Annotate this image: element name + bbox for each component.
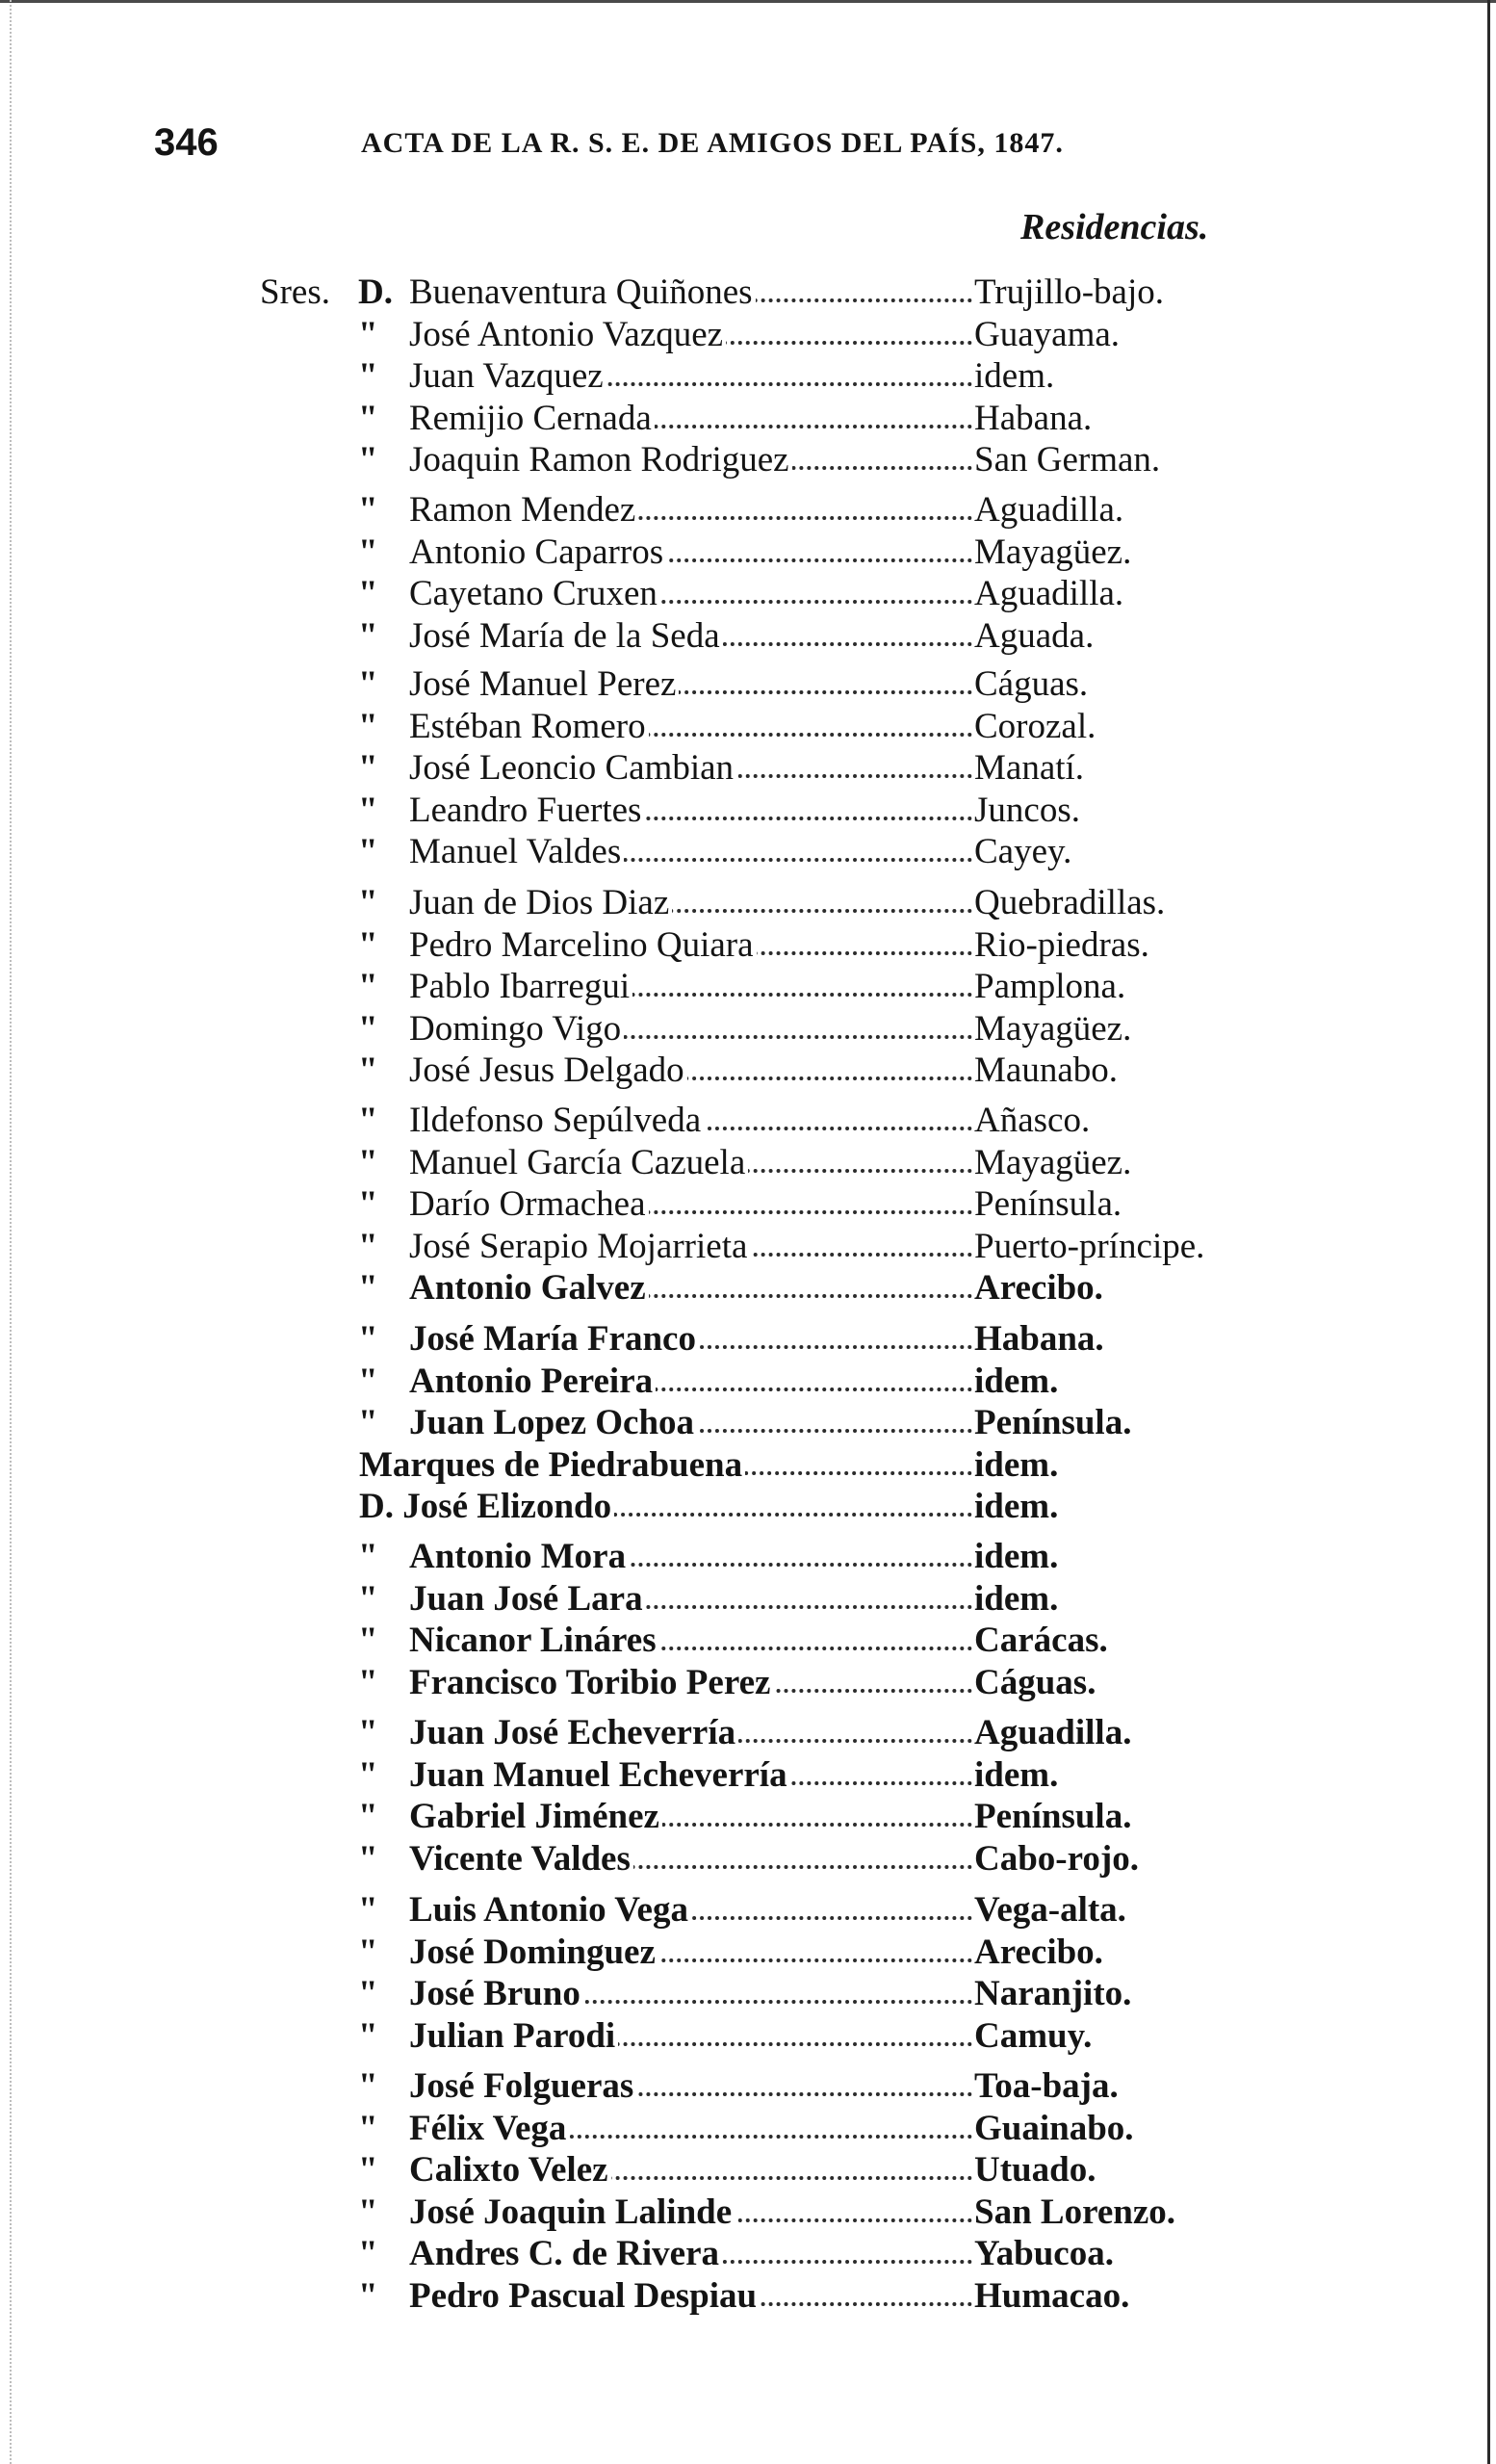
list-item (0, 532, 1496, 573)
ditto-mark: " (358, 2066, 378, 2106)
ditto-mark: " (358, 791, 378, 830)
entry-name-cell (409, 2192, 972, 2233)
entry-name-cell (409, 1536, 972, 1577)
member-residence: Península. (974, 1184, 1122, 1224)
entry-name-cell (409, 573, 972, 614)
member-residence: idem. (974, 1755, 1059, 1795)
member-residence: Humacao. (974, 2276, 1130, 2316)
ditto-mark: " (358, 1101, 378, 1140)
member-name: Ildefonso Sepúlveda (409, 1100, 704, 1141)
list-item (0, 1183, 1496, 1225)
entry-name-cell (409, 1754, 972, 1796)
member-name: Remijio Cernada (409, 398, 655, 439)
member-name: Marques de Piedrabuena (359, 1444, 745, 1486)
member-name: José Antonio Vazquez (409, 314, 726, 355)
member-name: Joaquin Ramon Rodriguez (409, 439, 792, 480)
member-name: Manuel Valdes (409, 831, 624, 872)
entry-name-cell (409, 790, 972, 831)
ditto-mark: " (358, 1227, 378, 1266)
list-item (0, 1620, 1496, 1661)
list-item (0, 1008, 1496, 1050)
member-residence: Mayagüez. (974, 532, 1132, 572)
entry-name-cell (409, 747, 972, 789)
member-name: Gabriel Jiménez (409, 1796, 662, 1837)
list-item (0, 573, 1496, 614)
list-item (0, 1712, 1496, 1753)
list-item (0, 314, 1496, 355)
ditto-mark: " (358, 664, 378, 704)
member-residence: Aguadilla. (974, 490, 1124, 530)
member-name: José Joaquin Lalinde (409, 2192, 735, 2233)
entry-name-cell (359, 1444, 972, 1486)
entry-name-cell (409, 1361, 972, 1402)
member-residence: Aguada. (974, 616, 1095, 656)
member-residence: Carácas. (974, 1621, 1108, 1660)
ditto-mark: " (358, 1403, 378, 1442)
member-name: José Folgueras (409, 2065, 636, 2107)
ditto-mark: " (358, 1755, 378, 1795)
ditto-mark: " (358, 883, 378, 922)
list-item (0, 615, 1496, 657)
entry-name-cell (409, 1226, 972, 1267)
member-residence: idem. (974, 1362, 1059, 1401)
ditto-mark: " (358, 2016, 378, 2056)
member-name: Antonio Galvez (409, 1267, 649, 1309)
member-residence: idem. (974, 1537, 1059, 1576)
ditto-mark: D. (358, 272, 393, 312)
member-name: Vicente Valdes (409, 1838, 633, 1880)
entry-name-cell (409, 966, 972, 1007)
member-residence: Camuy. (974, 2016, 1093, 2056)
list-item (0, 1796, 1496, 1837)
member-name: Luis Antonio Vega (409, 1889, 691, 1931)
entry-name-cell (409, 831, 972, 872)
list-item (0, 1402, 1496, 1443)
entry-name-cell (409, 1318, 972, 1360)
entry-name-cell (409, 1662, 972, 1703)
entry-name-cell (409, 882, 972, 923)
entry-name-cell (409, 2065, 972, 2107)
list-item (0, 831, 1496, 872)
list-item (0, 966, 1496, 1007)
member-name: Juan José Lara (409, 1578, 646, 1620)
list-item (0, 1267, 1496, 1309)
entry-name-cell (409, 439, 972, 480)
entry-name-cell (409, 1142, 972, 1183)
member-name: José Bruno (409, 1973, 583, 2014)
member-name: Andres C. de Rivera (409, 2233, 722, 2274)
ditto-mark: " (358, 1009, 378, 1049)
list-item (0, 1889, 1496, 1931)
member-residence: Trujillo-bajo. (974, 272, 1165, 312)
member-residence: Mayagüez. (974, 1009, 1132, 1049)
member-name: Juan Vazquez (409, 355, 606, 397)
list-item (0, 272, 1496, 313)
entry-name-cell (359, 1486, 972, 1527)
list-item (0, 1050, 1496, 1091)
residences-column-heading: Residencias. (1020, 207, 1209, 247)
ditto-mark: " (358, 2109, 378, 2148)
list-item (0, 2192, 1496, 2233)
list-item (0, 1754, 1496, 1796)
entry-name-cell (409, 398, 972, 439)
member-residence: Habana. (974, 1319, 1104, 1359)
list-item (0, 1226, 1496, 1267)
entry-name-cell (409, 2015, 972, 2057)
member-name: Estéban Romero (409, 706, 649, 747)
member-residence: Utuado. (974, 2150, 1096, 2190)
member-name: José Serapio Mojarrieta (409, 1226, 750, 1267)
list-item (0, 1318, 1496, 1360)
entry-name-cell (409, 489, 972, 531)
entry-name-cell (409, 314, 972, 355)
ditto-mark: " (358, 1621, 378, 1660)
list-item (0, 1444, 1496, 1486)
list-item (0, 2275, 1496, 2317)
member-residence: idem. (974, 356, 1055, 396)
ditto-mark: " (358, 616, 378, 656)
ditto-mark: " (358, 1932, 378, 1972)
list-item (0, 1536, 1496, 1577)
member-residence: Cáguas. (974, 664, 1089, 704)
list-item (0, 1838, 1496, 1880)
ditto-mark: " (358, 2276, 378, 2316)
member-name: Antonio Mora (409, 1536, 629, 1577)
member-residence: Cáguas. (974, 1663, 1096, 1702)
member-name: Julian Parodi (409, 2015, 618, 2057)
ditto-mark: " (358, 1713, 378, 1752)
ditto-mark: " (358, 1663, 378, 1702)
member-residence: Toa-baja. (974, 2066, 1119, 2106)
entry-name-cell (409, 1402, 972, 1443)
member-name: José María de la Seda (409, 615, 723, 657)
member-name: José Manuel Perez (409, 663, 679, 705)
entry-name-cell (409, 663, 972, 705)
ditto-mark: " (358, 1143, 378, 1182)
member-name: Antonio Caparros (409, 532, 666, 573)
ditto-mark: " (358, 832, 378, 871)
entry-name-cell (409, 1932, 972, 1973)
entry-name-cell (409, 1183, 972, 1225)
member-name: Pablo Ibarregui (409, 966, 632, 1007)
entry-name-cell (409, 1008, 972, 1050)
member-residence: idem. (974, 1445, 1059, 1485)
member-residence: San German. (974, 440, 1161, 480)
ditto-mark: " (358, 1050, 378, 1090)
member-residence: Aguadilla. (974, 574, 1124, 613)
entry-name-cell (409, 1838, 972, 1880)
entry-name-cell (409, 532, 972, 573)
member-residence: Guainabo. (974, 2109, 1134, 2148)
member-residence: Cayey. (974, 832, 1072, 871)
list-item (0, 1100, 1496, 1141)
member-name: Juan de Dios Diaz (409, 882, 672, 923)
ditto-mark: " (358, 2234, 378, 2273)
member-residence: Península. (974, 1797, 1132, 1836)
running-title: ACTA DE LA R. S. E. DE AMIGOS DEL PAÍS, 1847. (361, 127, 1064, 159)
member-residence: Corozal. (974, 707, 1096, 746)
ditto-mark: " (358, 1537, 378, 1576)
member-residence: Juncos. (974, 791, 1080, 830)
member-residence: Habana. (974, 399, 1093, 438)
list-item (0, 663, 1496, 705)
member-name: Leandro Fuertes (409, 790, 644, 831)
list-item (0, 439, 1496, 480)
list-item (0, 882, 1496, 923)
ditto-mark: " (358, 967, 378, 1006)
member-name: José María Franco (409, 1318, 699, 1360)
entry-name-cell (409, 1889, 972, 1931)
member-residence: Pamplona. (974, 967, 1126, 1006)
member-residence: San Lorenzo. (974, 2192, 1176, 2232)
member-residence: idem. (974, 1579, 1059, 1619)
page-number: 346 (154, 121, 219, 164)
member-residence: Arecibo. (974, 1932, 1103, 1972)
entry-name-cell (409, 272, 972, 313)
entry-name-cell (409, 1620, 972, 1661)
ditto-mark: " (358, 1579, 378, 1619)
list-item (0, 1973, 1496, 2014)
member-residence: Quebradillas. (974, 883, 1166, 922)
entry-name-cell (409, 355, 972, 397)
list-item (0, 398, 1496, 439)
list-item (0, 1932, 1496, 1973)
member-residence: Guayama. (974, 315, 1121, 354)
member-residence: Yabucoa. (974, 2234, 1114, 2273)
ditto-mark: " (358, 1362, 378, 1401)
entry-name-cell (409, 2233, 972, 2274)
list-item (0, 747, 1496, 789)
entry-name-cell (409, 1578, 972, 1620)
member-residence: Rio-piedras. (974, 925, 1149, 965)
ditto-mark: " (358, 315, 378, 354)
entry-name-cell (409, 1100, 972, 1141)
ditto-mark: " (358, 490, 378, 530)
member-name: D. José Elizondo (359, 1486, 614, 1527)
member-name: Pedro Marcelino Quiara (409, 924, 757, 966)
member-name: Pedro Pascual Despiau (409, 2275, 760, 2317)
entry-name-cell (409, 1796, 972, 1837)
entry-name-cell (409, 615, 972, 657)
entry-name-cell (409, 924, 972, 966)
member-name: Francisco Toribio Perez (409, 1662, 773, 1703)
member-name: Manuel García Cazuela (409, 1142, 748, 1183)
ditto-mark: " (358, 1319, 378, 1359)
member-name: Calixto Velez (409, 2149, 611, 2191)
ditto-mark: " (358, 748, 378, 788)
ditto-mark: " (358, 574, 378, 613)
entry-name-cell (409, 2108, 972, 2149)
member-name: José Leoncio Cambian (409, 747, 736, 789)
ditto-mark: " (358, 1974, 378, 2013)
member-residence: Vega-alta. (974, 1890, 1126, 1930)
member-residence: idem. (974, 1487, 1059, 1526)
member-residence: Manatí. (974, 748, 1085, 788)
list-item (0, 706, 1496, 747)
list-item (0, 355, 1496, 397)
ditto-mark: " (358, 1890, 378, 1930)
ditto-mark: " (358, 356, 378, 396)
member-name: Juan Lopez Ochoa (409, 1402, 697, 1443)
list-item (0, 2108, 1496, 2149)
list-item (0, 790, 1496, 831)
entry-name-cell (409, 1712, 972, 1753)
member-name: Ramon Mendez (409, 489, 638, 531)
ditto-mark: " (358, 2192, 378, 2232)
ditto-mark: " (358, 1797, 378, 1836)
ditto-mark: " (358, 1839, 378, 1879)
list-item (0, 924, 1496, 966)
list-item (0, 1662, 1496, 1703)
member-residence: Maunabo. (974, 1050, 1118, 1090)
list-item (0, 489, 1496, 531)
entry-name-cell (409, 1267, 972, 1309)
member-name: Nicanor Lináres (409, 1620, 659, 1661)
member-residence: Naranjito. (974, 1974, 1132, 2013)
member-name: José Dominguez (409, 1932, 658, 1973)
member-residence: Mayagüez. (974, 1143, 1132, 1182)
honorific-prefix: Sres. (260, 272, 330, 312)
ditto-mark: " (358, 2150, 378, 2190)
entry-name-cell (409, 706, 972, 747)
ditto-mark: " (358, 532, 378, 572)
ditto-mark: " (358, 1268, 378, 1308)
member-residence: Aguadilla. (974, 1713, 1132, 1752)
member-name: Juan José Echeverría (409, 1712, 738, 1753)
entry-name-cell (409, 2275, 972, 2317)
list-item (0, 2149, 1496, 2191)
member-residence: Arecibo. (974, 1268, 1103, 1308)
ditto-mark: " (358, 1184, 378, 1224)
list-item (0, 2065, 1496, 2107)
list-item (0, 2015, 1496, 2057)
ditto-mark: " (358, 925, 378, 965)
member-residence: Cabo-rojo. (974, 1839, 1139, 1879)
list-item (0, 1361, 1496, 1402)
member-name: Buenaventura Quiñones (409, 272, 756, 313)
list-item (0, 2233, 1496, 2274)
entry-name-cell (409, 2149, 972, 2191)
list-item (0, 1578, 1496, 1620)
ditto-mark: " (358, 707, 378, 746)
entry-name-cell (409, 1973, 972, 2014)
member-name: Cayetano Cruxen (409, 573, 660, 614)
member-name: Félix Vega (409, 2108, 569, 2149)
list-item (0, 1142, 1496, 1183)
member-name: Juan Manuel Echeverría (409, 1754, 790, 1796)
member-name: José Jesus Delgado (409, 1050, 687, 1091)
member-residence: Puerto-príncipe. (974, 1227, 1205, 1266)
member-residence: Península. (974, 1403, 1132, 1442)
list-item (0, 1486, 1496, 1527)
member-name: Antonio Pereira (409, 1361, 656, 1402)
entry-name-cell (409, 1050, 972, 1091)
member-name: Domingo Vigo (409, 1008, 624, 1050)
member-residence: Añasco. (974, 1101, 1091, 1140)
ditto-mark: " (358, 399, 378, 438)
page-top-edge (0, 0, 1496, 3)
ditto-mark: " (358, 440, 378, 480)
member-name: Darío Ormachea (409, 1183, 649, 1225)
page-header (154, 121, 1213, 169)
